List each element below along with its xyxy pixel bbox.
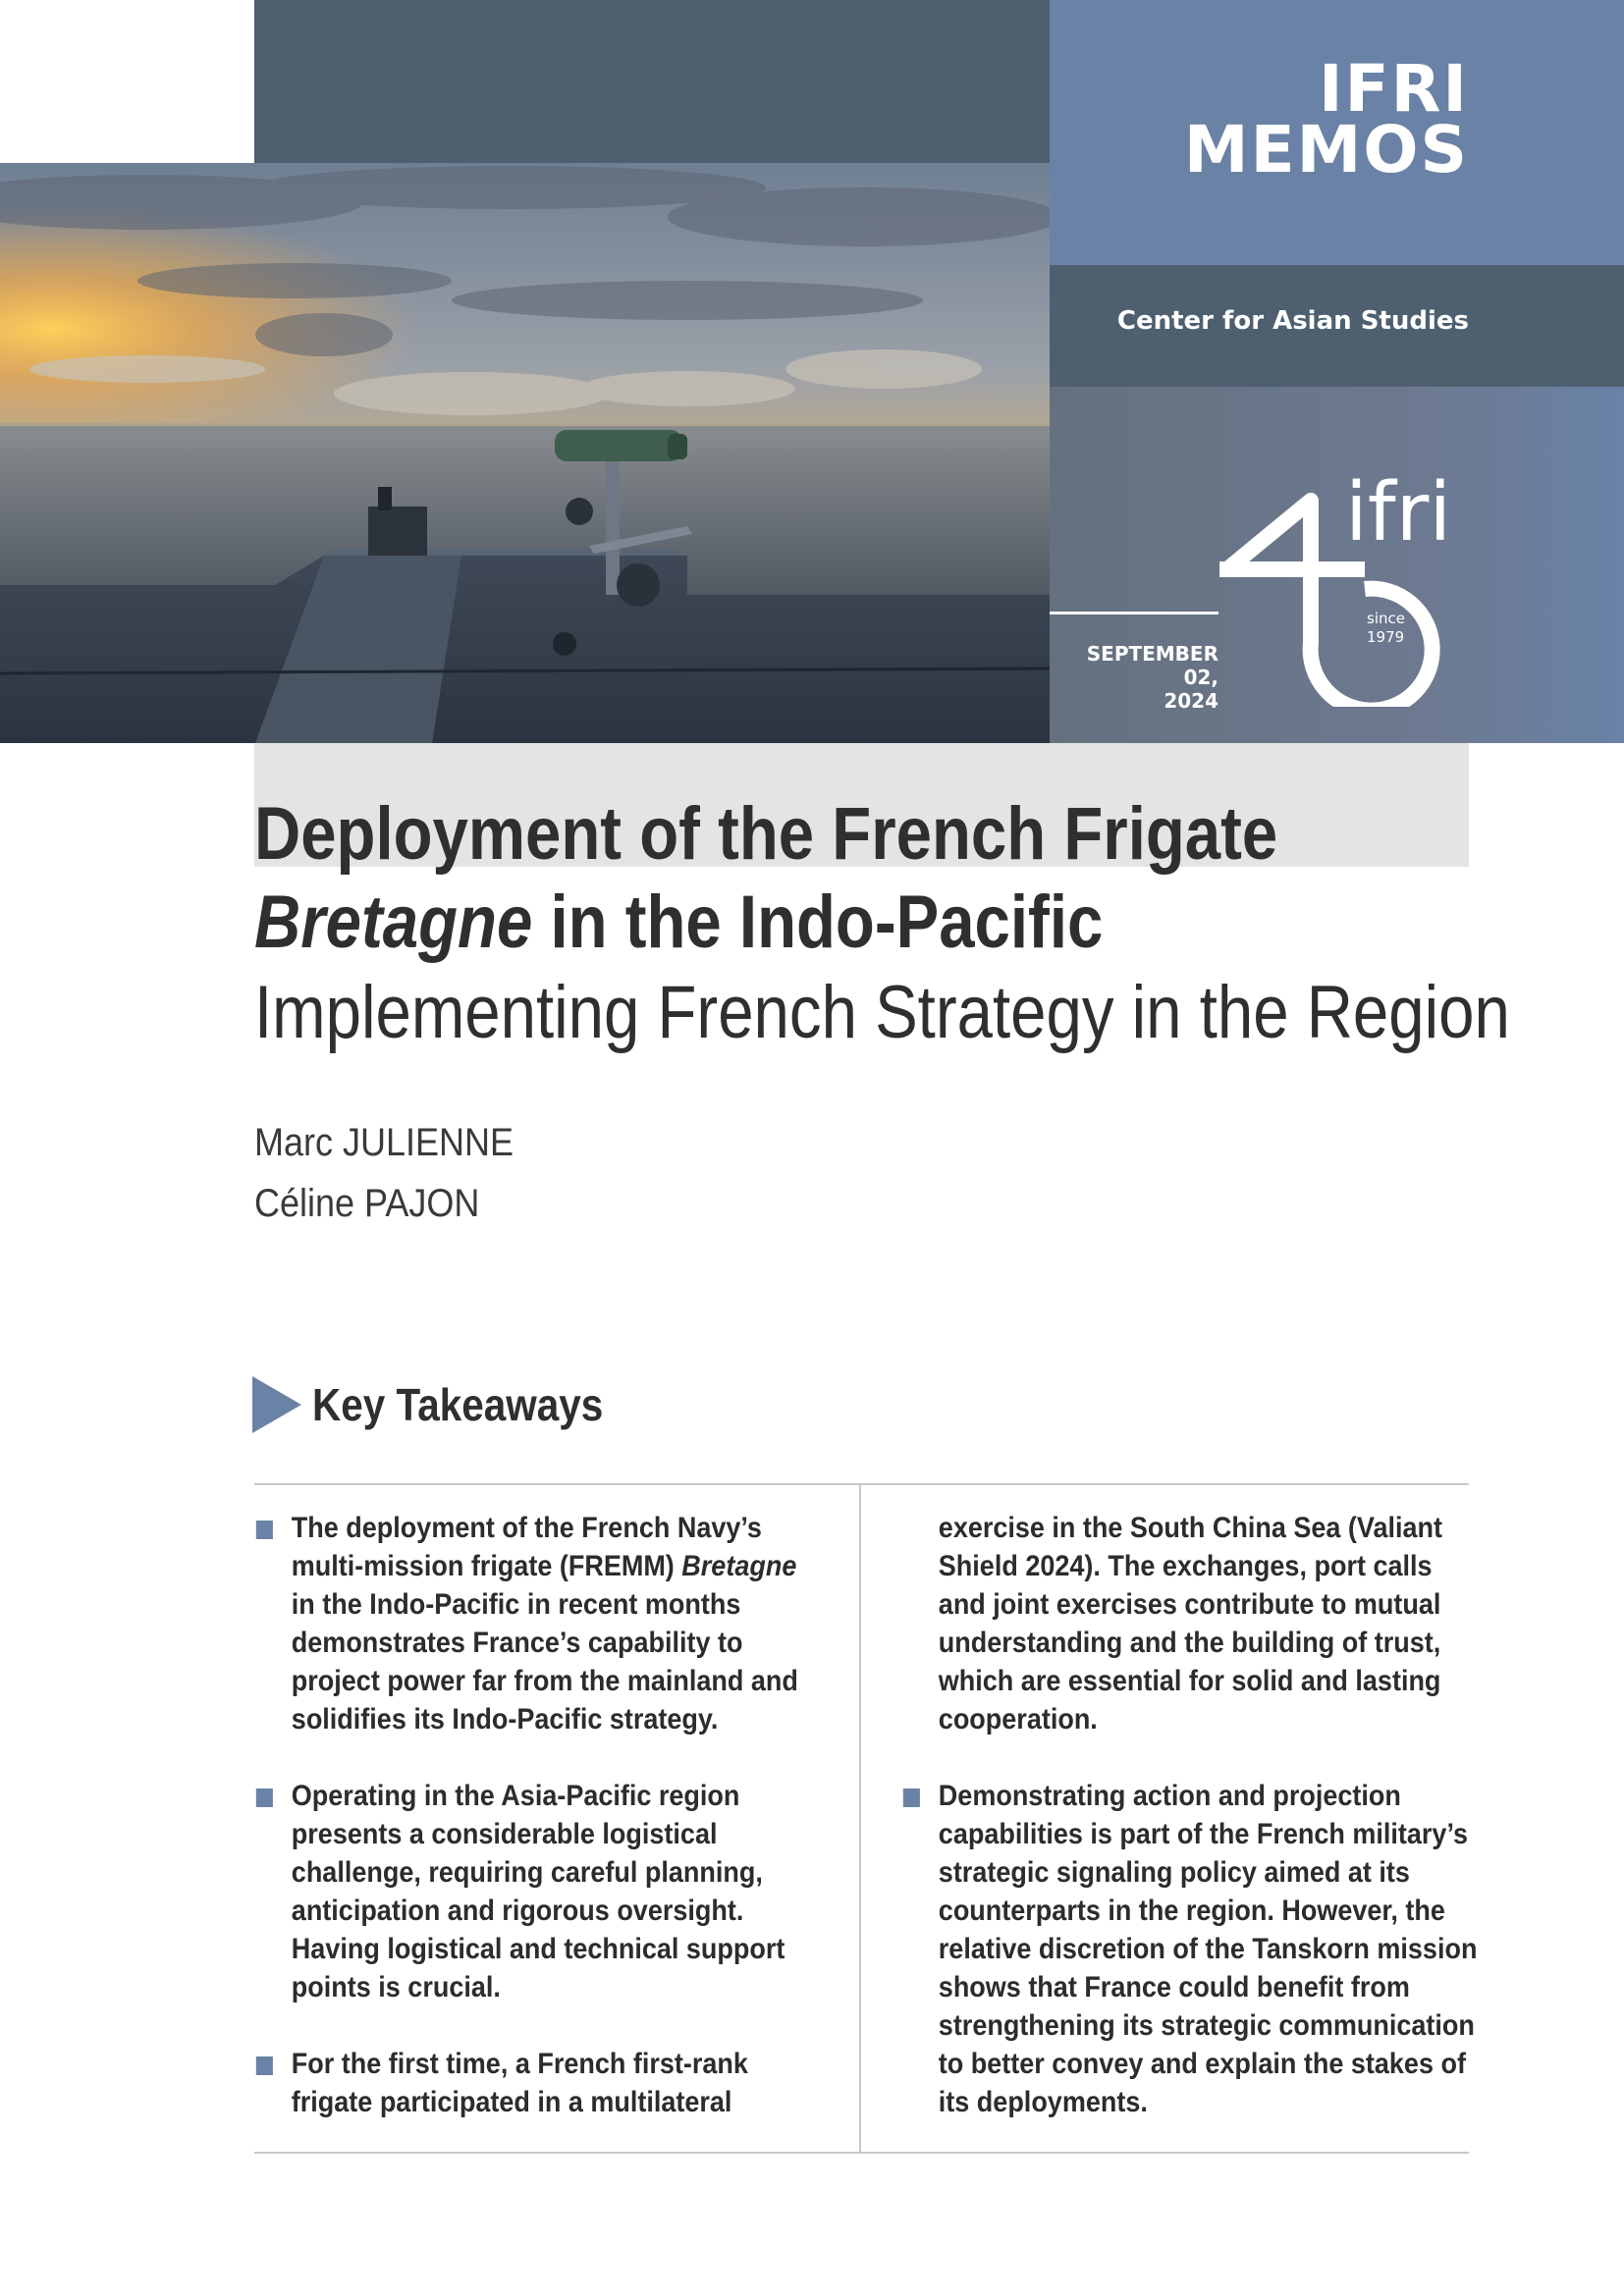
square-bullet-icon <box>903 1789 920 1807</box>
takeaway-line: relative discretion of the Tanskorn mission <box>938 1933 1478 1965</box>
takeaway-line: capabilities is part of the French military’s <box>938 1818 1468 1850</box>
takeaway-item-continued <box>901 1509 1472 1738</box>
logo-since: since <box>1367 610 1405 627</box>
takeaways-left-column <box>254 1509 843 2160</box>
takeaways-top-rule <box>254 1483 1469 1485</box>
takeaway-line <box>292 1547 829 1585</box>
takeaway-line: Operating in the Asia-Pacific region <box>291 1780 740 1812</box>
takeaway-line: strengthening its strategic communication <box>938 2009 1475 2042</box>
takeaway-item <box>254 1777 829 2006</box>
document-title <box>254 790 1469 967</box>
frigate-name: Bretagne <box>681 1550 797 1582</box>
takeaway-line: Shield 2024). The exchanges, port calls <box>938 1550 1433 1582</box>
series-title-line1: IFRI <box>1318 51 1469 127</box>
takeaway-line: presents a considerable logistical <box>291 1818 718 1850</box>
key-takeaways-heading: Key Takeaways <box>312 1379 604 1430</box>
takeaway-line: which are essential for solid and lasting <box>938 1665 1441 1697</box>
cover-photo <box>0 163 1050 743</box>
document-subtitle: Implementing French Strategy in the Region <box>254 971 1510 1054</box>
takeaway-line: exercise in the South China Sea (Valiant <box>938 1512 1442 1544</box>
date-rule <box>1050 612 1218 614</box>
takeaway-line: counterparts in the region. However, the <box>938 1895 1445 1927</box>
takeaway-item <box>254 2045 829 2121</box>
takeaway-line: points is crucial. <box>291 1971 501 2003</box>
author-name: Marc JULIENNE <box>254 1121 514 1164</box>
header-dark-block <box>254 0 1050 163</box>
publication-date <box>1050 642 1218 713</box>
frigate-name: Bretagne <box>254 881 533 964</box>
takeaway-text: multi-mission frigate (FREMM) <box>291 1550 682 1582</box>
takeaway-line: project power far from the mainland and <box>291 1665 798 1697</box>
research-center-name: Center for Asian Studies <box>1116 306 1469 336</box>
publication-date-line1: SEPTEMBER 02, <box>1086 642 1218 689</box>
takeaway-line: its deployments. <box>938 2086 1148 2118</box>
logo-ifri-word: ifri <box>1345 466 1452 560</box>
author-name: Céline PAJON <box>254 1182 480 1225</box>
square-bullet-icon <box>256 2056 273 2075</box>
takeaways-right-column <box>901 1509 1478 2160</box>
takeaway-line: cooperation. <box>938 1703 1098 1735</box>
takeaway-line: shows that France could benefit from <box>938 1971 1410 2003</box>
takeaway-line: understanding and the building of trust, <box>938 1627 1441 1659</box>
ifri-40-years-logo <box>1218 461 1478 707</box>
takeaway-line: solidifies its Indo-Pacific strategy. <box>291 1703 719 1735</box>
square-bullet-icon <box>256 1789 273 1807</box>
takeaway-line: Demonstrating action and projection <box>938 1780 1401 1812</box>
title-line-2-rest: in the Indo-Pacific <box>532 881 1104 964</box>
takeaway-line: For the first time, a French first-rank <box>291 2048 748 2080</box>
takeaway-item <box>254 1509 829 1738</box>
title-line-2 <box>254 879 1470 967</box>
takeaway-line: The deployment of the French Navy’s <box>291 1512 762 1544</box>
publication-date-line2: 2024 <box>1164 689 1218 713</box>
series-title <box>1080 51 1469 187</box>
title-line-1: Deployment of the French Frigate <box>254 792 1278 876</box>
takeaway-line: demonstrates France’s capability to <box>291 1627 743 1659</box>
takeaways-column-divider <box>859 1483 861 2154</box>
takeaway-line: and joint exercises contribute to mutual <box>938 1588 1441 1621</box>
takeaway-line: frigate participated in a multilateral <box>291 2086 732 2118</box>
takeaway-line: challenge, requiring careful planning, <box>291 1856 763 1889</box>
play-triangle-icon <box>252 1376 301 1433</box>
takeaway-item <box>901 1777 1478 2121</box>
square-bullet-icon <box>256 1521 273 1539</box>
logo-year: 1979 <box>1367 628 1405 646</box>
takeaway-line: to better convey and explain the stakes of <box>938 2048 1466 2080</box>
takeaway-line: Having logistical and technical support <box>291 1933 785 1965</box>
series-title-line2: MEMOS <box>1183 112 1469 187</box>
takeaway-line: strategic signaling policy aimed at its <box>938 1856 1410 1889</box>
takeaway-line: anticipation and rigorous oversight. <box>291 1895 744 1927</box>
takeaway-line: in the Indo-Pacific in recent months <box>291 1588 741 1621</box>
